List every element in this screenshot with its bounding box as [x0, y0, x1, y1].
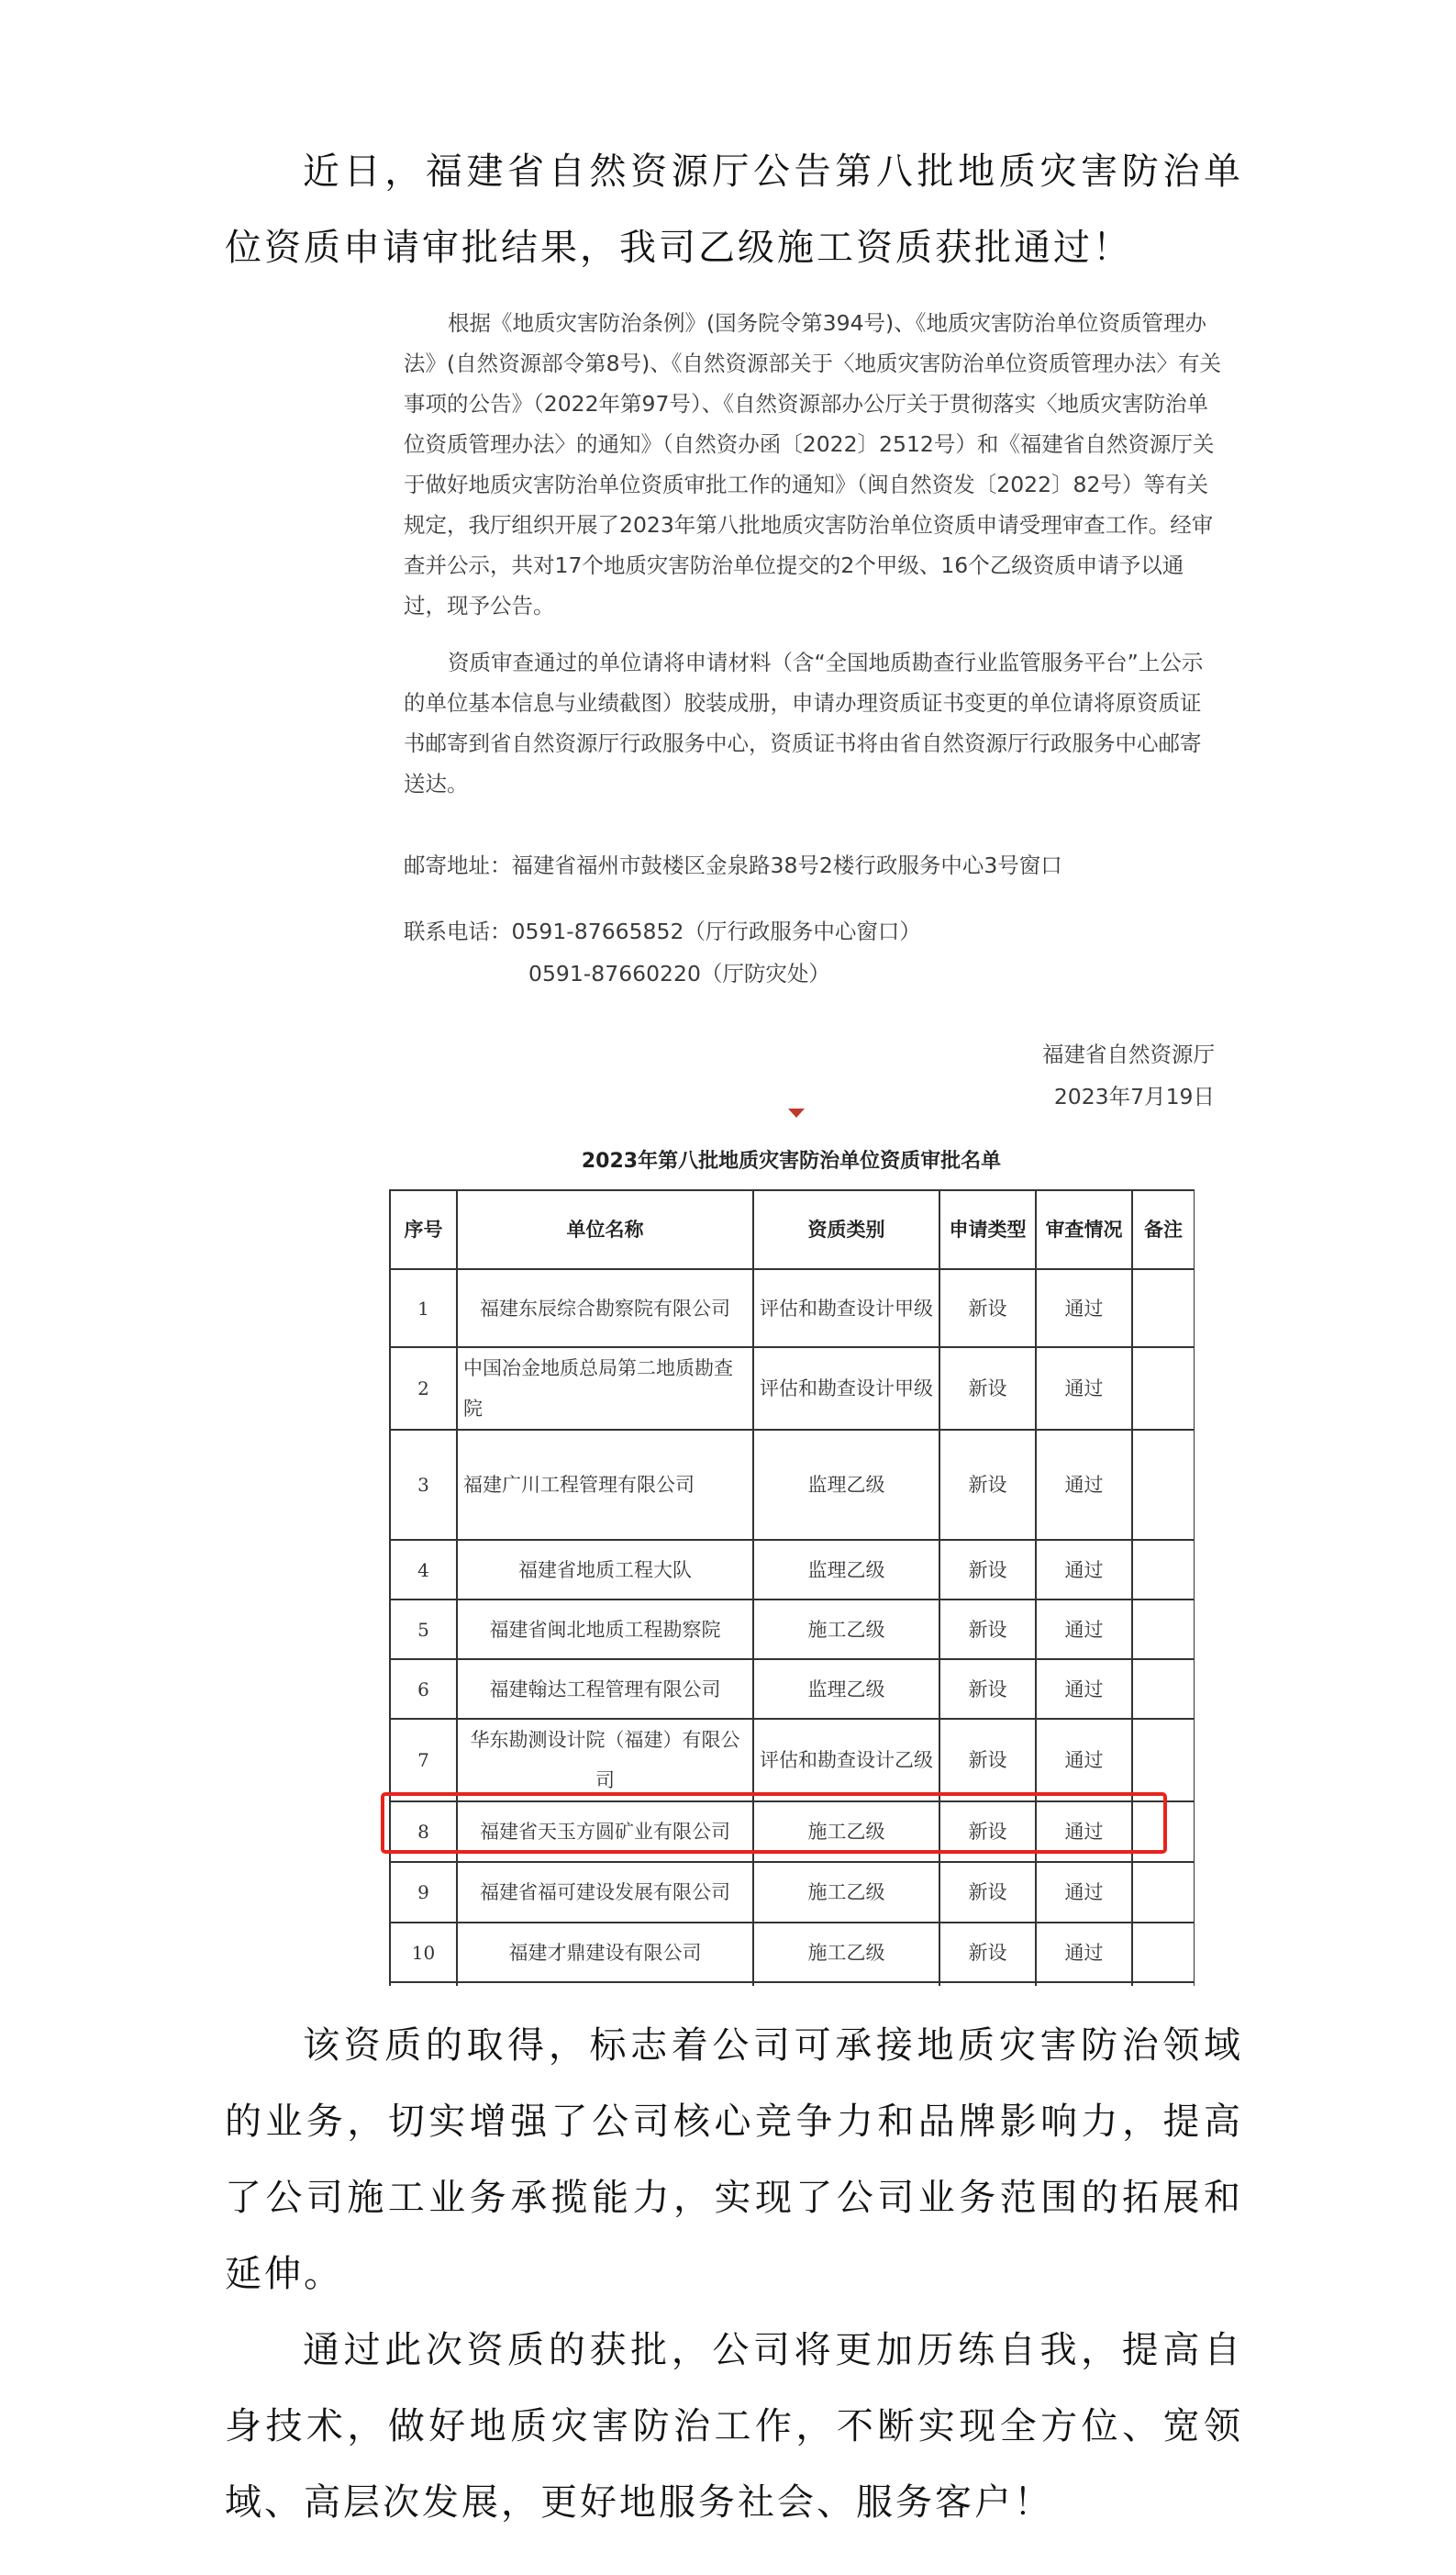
table-row — [390, 1862, 1195, 1923]
row-no: 1 — [390, 1269, 457, 1347]
mailing-address: 邮寄地址：福建省福州市鼓楼区金泉路38号2楼行政服务中心3号窗口 — [404, 853, 1062, 878]
row-type: 新设 — [939, 1269, 1036, 1347]
notice-body — [404, 303, 1222, 804]
row-result: 通过 — [1036, 1659, 1132, 1719]
row-note — [1132, 1540, 1195, 1600]
row-name: 福建省天玉方圆矿业有限公司 — [457, 1801, 753, 1862]
row-result: 通过 — [1036, 1923, 1132, 1982]
header-name: 单位名称 — [457, 1190, 753, 1269]
closing-paragraphs — [225, 2008, 1243, 2541]
row-type: 新设 — [939, 1600, 1036, 1659]
row-note — [1132, 1347, 1195, 1430]
header-category: 资质类别 — [753, 1190, 939, 1269]
row-name: 福建广川工程管理有限公司 — [457, 1430, 753, 1540]
row-name: 福建省福可建设发展有限公司 — [457, 1862, 753, 1923]
table-row — [390, 1540, 1195, 1600]
closing-paragraph-2: 通过此次资质的获批，公司将更加历练自我，提高自身技术，做好地质灾害防治工作，不断实现全方位、宽领域、高层次发展，更好地服务社会、服务客户！ — [225, 2329, 1243, 2524]
row-category: 施工乙级 — [753, 1600, 939, 1659]
table-row — [390, 1269, 1195, 1347]
contact-phone-2: 0591-87660220（厅防灾处） — [528, 961, 830, 987]
row-result: 通过 — [1036, 1430, 1132, 1540]
row-note — [1132, 1659, 1195, 1719]
row-category: 评估和勘查设计甲级 — [753, 1347, 939, 1430]
row-category: 施工乙级 — [753, 1923, 939, 1982]
table-row — [390, 1923, 1195, 1982]
row-no: 4 — [390, 1540, 457, 1600]
contact-phone-1: 联系电话：0591-87665852（厅行政服务中心窗口） — [404, 919, 921, 944]
header-no: 序号 — [390, 1190, 457, 1269]
row-category: 监理乙级 — [753, 1540, 939, 1600]
row-note — [1132, 1430, 1195, 1540]
table-row-partial — [390, 1982, 1195, 1986]
signature-org: 福建省自然资源厅 — [1042, 1042, 1215, 1067]
row-no: 10 — [390, 1923, 457, 1982]
row-result: 通过 — [1036, 1862, 1132, 1923]
header-note: 备注 — [1132, 1190, 1195, 1269]
table-header-row — [390, 1190, 1195, 1269]
row-type: 新设 — [939, 1923, 1036, 1982]
row-type: 新设 — [939, 1430, 1036, 1540]
row-no: 9 — [390, 1862, 457, 1923]
row-name: 福建省闽北地质工程勘察院 — [457, 1600, 753, 1659]
notice-paragraph-2: 资质审查通过的单位请将申请材料（含“全国地质勘查行业监管服务平台”上公示的单位基本信息与业绩截图）胶装成册，申请办理资质证书变更的单位请将原资质证书邮寄到省自然资源厅行政服务中心，资质证书将由省自然资源厅行政服务中心邮寄送达。 — [404, 650, 1204, 797]
row-category: 评估和勘查设计甲级 — [753, 1269, 939, 1347]
row-note — [1132, 1862, 1195, 1923]
row-type: 新设 — [939, 1719, 1036, 1801]
row-type: 新设 — [939, 1540, 1036, 1600]
notice-paragraph-1: 根据《地质灾害防治条例》(国务院令第394号)、《地质灾害防治单位资质管理办法》(自然资源部令第8号)、《自然资源部关于〈地质灾害防治单位资质管理办法〉有关事项的公告》（2022年第97号）、《自然资源部办公厅关于贯彻落实〈地质灾害防治单位资质管理办法〉的通知》（自然资办函〔2022〕2512号）和《福建省自然资源厅关于做好地质灾害防治单位资质审批工作的通知》（闽自然资发〔2022〕82号）等有关规定，我厅组织开展了2023年第八批地质灾害防治单位资质申请受理审查工作。经审查并公示，共对17个地质灾害防治单位提交的2个甲级、16个乙级资质申请予以通过，现予公告。 — [404, 310, 1222, 619]
header-result: 审查情况 — [1036, 1190, 1132, 1269]
row-no: 3 — [390, 1430, 457, 1540]
row-category: 评估和勘查设计乙级 — [753, 1719, 939, 1801]
row-note — [1132, 1719, 1195, 1801]
row-category: 施工乙级 — [753, 1862, 939, 1923]
table-row — [390, 1347, 1195, 1430]
table-row — [390, 1659, 1195, 1719]
row-result: 通过 — [1036, 1540, 1132, 1600]
row-note — [1132, 1600, 1195, 1659]
row-result: 通过 — [1036, 1719, 1132, 1801]
row-name: 福建翰达工程管理有限公司 — [457, 1659, 753, 1719]
row-note — [1132, 1269, 1195, 1347]
row-result: 通过 — [1036, 1801, 1132, 1862]
table-title: 2023年第八批地质灾害防治单位资质审批名单 — [581, 1150, 1002, 1173]
row-type: 新设 — [939, 1659, 1036, 1719]
approval-table-container — [389, 1189, 1195, 1986]
row-result: 通过 — [1036, 1600, 1132, 1659]
header-type: 申请类型 — [939, 1190, 1036, 1269]
row-category: 监理乙级 — [753, 1430, 939, 1540]
row-name: 中国冶金地质总局第二地质勘查院 — [457, 1347, 753, 1430]
row-no: 6 — [390, 1659, 457, 1719]
table-row — [390, 1719, 1195, 1801]
row-result: 通过 — [1036, 1269, 1132, 1347]
row-type: 新设 — [939, 1801, 1036, 1862]
row-no: 8 — [390, 1801, 457, 1862]
row-category: 监理乙级 — [753, 1659, 939, 1719]
row-type: 新设 — [939, 1347, 1036, 1430]
signature-date: 2023年7月19日 — [1053, 1084, 1215, 1109]
row-name: 福建才鼎建设有限公司 — [457, 1923, 753, 1982]
row-name: 福建东辰综合勘察院有限公司 — [457, 1269, 753, 1347]
row-category: 施工乙级 — [753, 1801, 939, 1862]
row-no: 2 — [390, 1347, 457, 1430]
row-no: 7 — [390, 1719, 457, 1801]
row-name: 福建省地质工程大队 — [457, 1540, 753, 1600]
intro-paragraph — [225, 134, 1243, 286]
table-row — [390, 1600, 1195, 1659]
highlight-box — [381, 1792, 1167, 1854]
closing-paragraph-1: 该资质的取得，标志着公司可承接地质灾害防治领域的业务，切实增强了公司核心竞争力和品牌影响力，提高了公司施工业务承揽能力，实现了公司业务范围的拓展和延伸。 — [225, 2024, 1243, 2295]
triangle-marker-icon — [788, 1109, 805, 1118]
row-type: 新设 — [939, 1862, 1036, 1923]
intro-text: 近日，福建省自然资源厅公告第八批地质灾害防治单位资质申请审批结果，我司乙级施工资质获批通过！ — [225, 150, 1243, 269]
row-no: 5 — [390, 1600, 457, 1659]
approval-table — [389, 1189, 1195, 1986]
row-note — [1132, 1923, 1195, 1982]
row-name: 华东勘测设计院（福建）有限公司 — [457, 1719, 753, 1801]
row-result: 通过 — [1036, 1347, 1132, 1430]
table-row — [390, 1430, 1195, 1540]
